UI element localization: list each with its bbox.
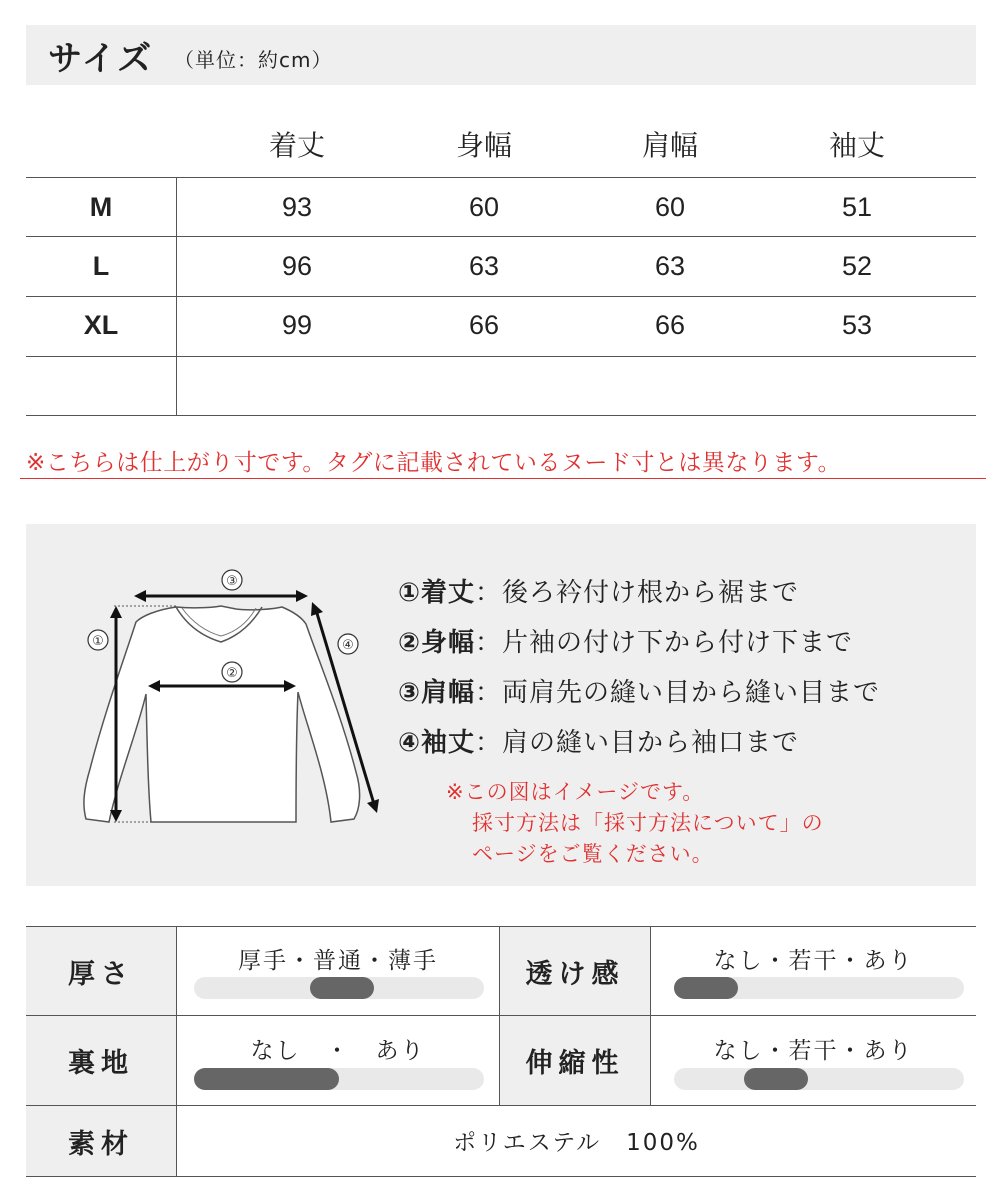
note-underline	[20, 478, 986, 479]
definition-term: 肩幅	[421, 678, 476, 708]
definition-description: ：肩の縫い目から袖口まで	[475, 728, 800, 758]
column-header-shoulder: 肩幅	[641, 129, 698, 162]
table-column-divider	[650, 926, 651, 1105]
definition-number: ④	[398, 728, 422, 758]
finished-size-note: ※こちらは仕上がり寸です。タグに記載されているヌード寸とは異なります。	[26, 450, 842, 476]
table-column-divider	[499, 926, 500, 1105]
table-cell: 93	[281, 192, 313, 222]
table-cell: 51	[841, 192, 873, 222]
thickness-indicator	[310, 977, 374, 999]
marker-2: ②	[226, 666, 238, 681]
attr-label-lining: 裏地	[26, 1016, 176, 1105]
table-divider	[26, 356, 976, 357]
table-cell: 66	[654, 310, 686, 340]
table-cell: 63	[654, 251, 686, 281]
table-cell: 60	[468, 192, 500, 222]
stretch-indicator	[744, 1068, 808, 1090]
definition-number: ③	[398, 678, 422, 708]
row-label-m: M	[89, 192, 113, 222]
long-sleeve-shirt-illustration	[56, 564, 396, 834]
attr-label-transparency: 透け感	[500, 927, 650, 1015]
definition-description: ：両肩先の縫い目から縫い目まで	[475, 678, 881, 708]
row-label-xl: XL	[83, 310, 119, 340]
attr-options-transparency: なし・若干・あり	[713, 948, 914, 974]
lining-scale	[194, 1068, 484, 1090]
stretch-scale	[674, 1068, 964, 1090]
measurement-diagram-panel	[26, 524, 976, 886]
table-cell: 99	[281, 310, 313, 340]
row-label-l: L	[92, 251, 110, 281]
attr-options-stretch: なし・若干・あり	[713, 1038, 914, 1064]
attr-label-stretch: 伸縮性	[500, 1016, 650, 1105]
arrow-head	[367, 799, 379, 813]
arrow-head	[110, 810, 122, 822]
thickness-scale	[194, 977, 484, 999]
definition-length	[398, 572, 799, 609]
transparency-indicator	[674, 977, 738, 999]
definition-term: 身幅	[421, 628, 476, 658]
arrow-head	[311, 602, 323, 616]
unit-label: （単位：約cm）	[174, 48, 333, 72]
column-header-length: 着丈	[268, 129, 325, 162]
arrow-head	[296, 590, 308, 602]
table-divider	[26, 1176, 976, 1177]
disclaimer-line: 採寸方法は「採寸方法について」の	[472, 811, 824, 835]
marker-3: ③	[226, 574, 238, 589]
table-cell: 53	[841, 310, 873, 340]
table-divider	[26, 177, 976, 178]
table-column-divider	[176, 177, 177, 415]
definition-sleeve-length	[398, 722, 799, 759]
definition-term: 袖丈	[421, 728, 476, 758]
marker-1: ①	[92, 634, 104, 649]
attr-options-thickness: 厚手・普通・薄手	[238, 948, 438, 974]
attr-label-material: 素材	[26, 1106, 176, 1176]
attr-options-lining: なし ・ あり	[250, 1038, 426, 1064]
shirt-outline	[84, 606, 360, 822]
disclaimer-line: ※この図はイメージです。	[446, 780, 705, 804]
table-divider	[26, 236, 976, 237]
definition-number: ②	[398, 628, 422, 658]
table-divider	[26, 415, 976, 416]
arrow-head	[134, 590, 146, 602]
definition-number: ①	[398, 578, 422, 608]
transparency-scale	[674, 977, 964, 999]
table-cell: 63	[468, 251, 500, 281]
lining-indicator	[194, 1068, 339, 1090]
definition-term: 着丈	[421, 578, 476, 608]
marker-4: ④	[342, 638, 354, 653]
definition-body-width	[398, 622, 853, 659]
column-header-width: 身幅	[455, 129, 512, 162]
table-cell: 60	[654, 192, 686, 222]
table-cell: 52	[841, 251, 873, 281]
definition-shoulder-width	[398, 672, 880, 709]
definition-description: ：片袖の付け下から付け下まで	[475, 628, 854, 658]
arrow-head	[110, 606, 122, 618]
page-title: サイズ	[48, 39, 154, 79]
table-cell: 96	[281, 251, 313, 281]
size-header	[26, 25, 976, 85]
material-value: ポリエステル 100%	[453, 1130, 700, 1156]
definition-description: ：後ろ衿付け根から裾まで	[475, 578, 800, 608]
table-cell: 66	[468, 310, 500, 340]
table-divider	[26, 296, 976, 297]
attr-label-thickness: 厚さ	[26, 927, 176, 1015]
column-header-sleeve: 袖丈	[828, 129, 885, 162]
disclaimer-line: ページをご覧ください。	[472, 842, 714, 866]
